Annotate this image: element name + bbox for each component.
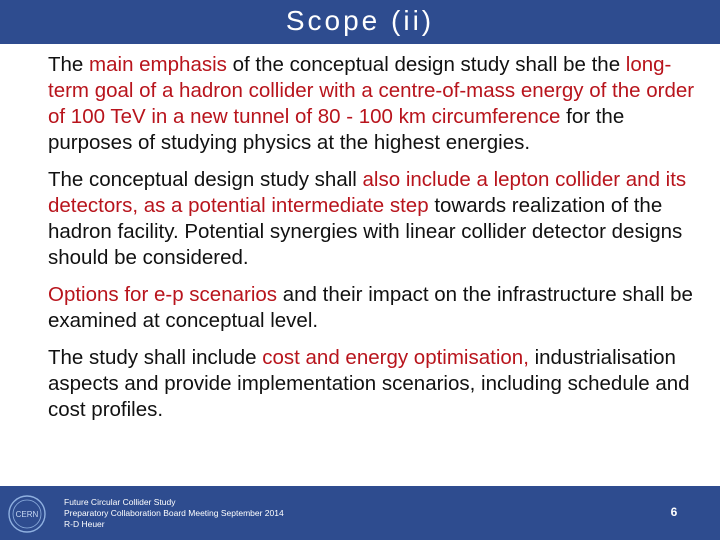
footer-text: [64, 497, 284, 530]
text-segment: The study shall include: [48, 346, 263, 369]
footer-study-name: Future Circular Collider Study: [64, 497, 176, 507]
title-bar: [0, 0, 720, 44]
page-number: 6: [670, 505, 678, 519]
paragraph-cost-optimisation: [48, 345, 698, 423]
highlighted-text: also include a lepton collider and its detectors, as a potential intermediate step: [48, 168, 687, 217]
text-segment: for the purposes of studying physics at the highest energies.: [48, 105, 625, 154]
cern-logo-icon: [7, 494, 47, 534]
paragraph-ep-scenarios: [48, 282, 698, 334]
text-segment: of the conceptual design study shall be the: [226, 53, 626, 76]
text-segment: industrialisation aspects and provide implementation scenarios, including schedule and cost profiles.: [48, 346, 690, 421]
slide-body: [48, 52, 698, 434]
text-segment: towards realization of the hadron facility. Potential synergies with linear collider detector designs should be considered.: [48, 194, 683, 269]
highlighted-text: cost and energy optimisation,: [262, 346, 529, 369]
text-segment: The: [48, 53, 90, 76]
footer-author: R-D Heuer: [64, 519, 105, 529]
paragraph-main-emphasis: [48, 52, 698, 156]
slide-title: Scope (ii): [285, 5, 435, 36]
highlighted-text: Options for e-p scenarios: [48, 283, 278, 306]
text-segment: and their impact on the infrastructure shall be examined at conceptual level.: [48, 283, 693, 332]
highlighted-text: long-term goal of a hadron collider with a centre-of-mass energy of the order of 100 TeV in a new tunnel of 80 - 100 km circumference: [48, 53, 695, 128]
logo-text: CERN: [15, 510, 39, 519]
highlighted-text: main emphasis: [89, 53, 227, 76]
text-segment: The conceptual design study shall: [48, 168, 363, 191]
footer-meeting: Preparatory Collaboration Board Meeting September 2014: [64, 508, 284, 518]
paragraph-lepton-collider: [48, 167, 698, 271]
footer-bar: [0, 486, 720, 540]
